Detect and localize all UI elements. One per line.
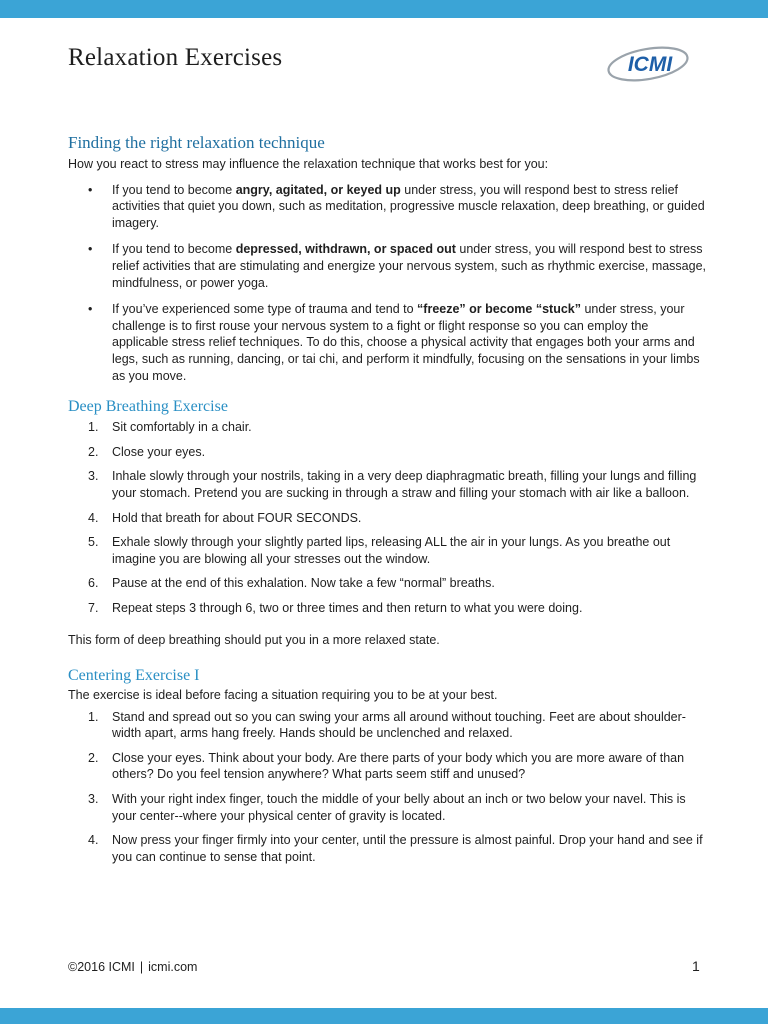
- step-item: 3. Inhale slowly through your nostrils, taking in a very deep diaphragmatic breath, filling your lungs and filling your stomach. Pretend you are sucking in through a straw and filling your stomach with air like a balloon.: [88, 469, 697, 500]
- section-intro: How you react to stress may influence the relaxation technique that works best for you:: [68, 157, 549, 171]
- step-item: 5. Exhale slowly through your slightly parted lips, releasing ALL the air in your lungs. As you breathe out imagine you are blowing all your stresses out the window.: [88, 535, 671, 566]
- footer: [68, 960, 197, 974]
- step-item: 2. Close your eyes. Think about your body. Are there parts of your body which you are more aware of than others? Do you feel tension anywhere? What parts seem stiff and unused?: [88, 750, 685, 782]
- step-item: 2. Close your eyes.: [88, 444, 206, 459]
- footer-site-link[interactable]: icmi.com: [148, 960, 198, 974]
- footer-separator: |: [139, 960, 144, 974]
- step-item: 7. Repeat steps 3 through 6, two or three times and then return to what you were doing.: [88, 600, 583, 615]
- centering-intro: The exercise is ideal before facing a situation requiring you to be at your best.: [68, 688, 498, 703]
- top-accent-bar: [0, 0, 768, 18]
- deep-breathing-steps: [68, 419, 708, 616]
- section-heading-centering: Centering Exercise I: [68, 667, 200, 685]
- logo-text: ICMI: [627, 53, 673, 76]
- bullet-icon: •: [88, 302, 93, 317]
- centering-steps: [68, 709, 708, 866]
- step-item: 1. Stand and spread out so you can swing your arms all around without touching. Feet are about shoulder-width apart, arms hang freely. Hands should be unclenched and relaxed.: [88, 709, 686, 741]
- section-heading-relaxation-technique: Finding the right relaxation technique: [68, 133, 325, 152]
- list-item: • If you tend to become angry, agitated, or keyed up under stress, you will respond best to stress relief activities that quiet you down, such as meditation, progressive muscle relaxation, deep breathing, or guided imagery.: [88, 182, 705, 230]
- section-heading-deep-breathing: Deep Breathing Exercise: [68, 398, 228, 416]
- bullet-icon: •: [88, 182, 93, 197]
- step-item: 4. Hold that breath for about FOUR SECONDS.: [88, 510, 362, 525]
- list-item: • If you tend to become depressed, withdrawn, or spaced out under stress, you will respond best to stress relief activities that are stimulating and energize your nervous system, such as rhythmic exercise, massage, mindfulness, or power yoga.: [88, 242, 707, 290]
- bullet-icon: •: [88, 242, 93, 257]
- icmi-logo: [604, 40, 696, 84]
- footer-copyright: ©2016 ICMI: [68, 960, 135, 974]
- breathing-closing-text: This form of deep breathing should put you in a more relaxed state.: [68, 633, 440, 648]
- document-title: Relaxation Exercises: [68, 44, 283, 71]
- bottom-accent-bar: [0, 1008, 768, 1024]
- step-item: 3. With your right index finger, touch the middle of your belly about an inch or two below your navel. This is your center--where your physical center of gravity is located.: [88, 792, 686, 823]
- page-number: 1: [692, 958, 700, 974]
- stress-response-list: [68, 182, 708, 385]
- step-item: 4. Now press your finger firmly into your center, until the pressure is almost painful. Drop your hand and see if you can continue to sense that point.: [88, 833, 703, 864]
- list-item: • If you’ve experienced some type of trauma and tend to “freeze” or become “stuck” under stress, your challenge is to first rouse your nervous system to a fight or flight response so you can employ the applicable stress relief techniques. To do this, choose a physical activity that engages both your arms and legs, such as running, dancing, or tai chi, and perform it mindfully, focusing on the sensations in your limbs as you move.: [88, 302, 700, 383]
- document-body: [68, 133, 708, 873]
- step-item: 6. Pause at the end of this exhalation. Now take a few “normal” breaths.: [88, 576, 495, 591]
- step-item: 1. Sit comfortably in a chair.: [88, 420, 252, 435]
